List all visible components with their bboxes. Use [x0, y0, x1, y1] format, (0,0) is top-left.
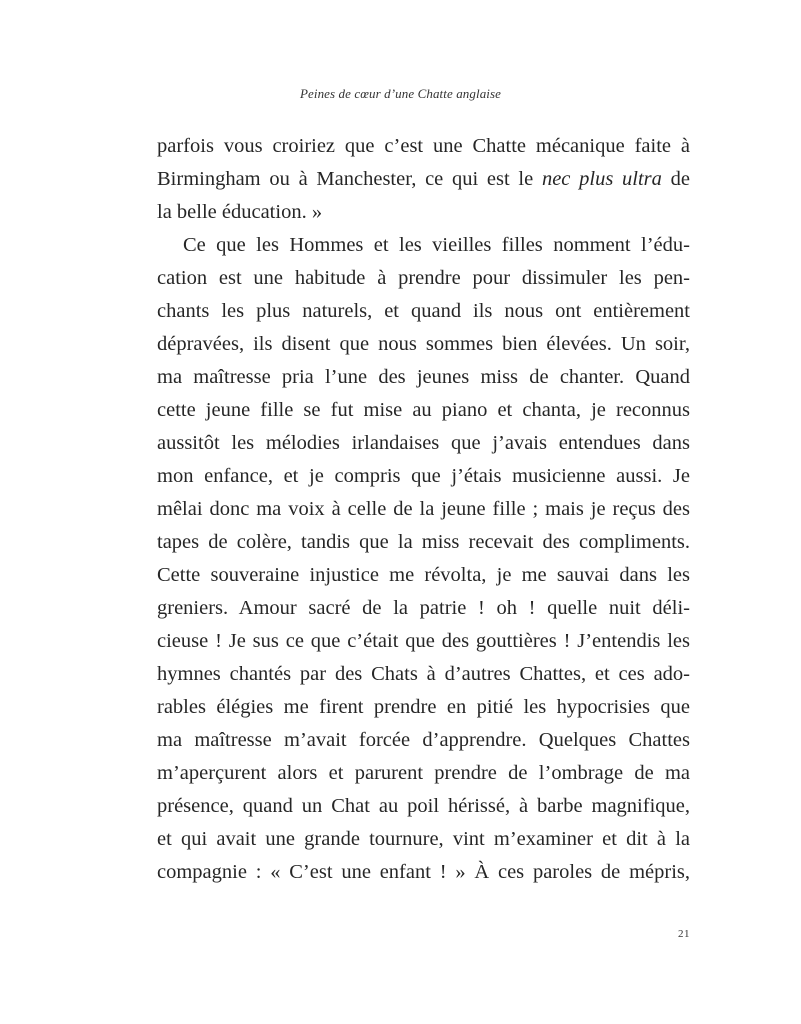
body-text [157, 130, 690, 889]
text-line: greniers. Amour sacré de la patrie ! oh ! quelle nuit déli- [157, 597, 690, 619]
text-line: hymnes chantés par des Chats à d’autres Chattes, et ces ado- [157, 663, 690, 685]
text-line: mon enfance, et je compris que j’étais musicienne aussi. Je [157, 465, 690, 487]
text-line: et qui avait une grande tournure, vint m’examiner et dit à la [157, 828, 690, 850]
text-line: parfois vous croiriez que c’est une Chatte mécanique faite à [157, 135, 690, 157]
text-line: cieuse ! Je sus ce que c’était que des gouttières ! J’entendis les [157, 630, 690, 652]
text-run: Birmingham ou à Manchester, ce qui est le [157, 168, 542, 190]
running-head: Peines de cœur d’une Chatte anglaise [299, 86, 502, 101]
text-line: ma maîtresse pria l’une des jeunes miss de chanter. Quand [157, 366, 690, 388]
text-line: mêlai donc ma voix à celle de la jeune fille ; mais je reçus des [157, 498, 690, 520]
text-line: présence, quand un Chat au poil hérissé, à barbe magnifique, [157, 795, 690, 817]
text-line: cette jeune fille se fut mise au piano et chanta, je reconnus [157, 399, 690, 421]
text-line [157, 163, 690, 196]
text-line: compagnie : « C’est une enfant ! » À ces paroles de mépris, [157, 861, 690, 883]
paragraph-end-line: la belle éducation. » [157, 201, 323, 223]
text-run: de [661, 168, 690, 190]
text-line: cation est une habitude à prendre pour dissimuler les pen- [157, 267, 690, 289]
text-line: ma maîtresse m’avait forcée d’apprendre. Quelques Chattes [157, 729, 690, 751]
text-line: dépravées, ils disent que nous sommes bien élevées. Un soir, [157, 333, 690, 355]
paragraph-first-line: Ce que les Hommes et les vieilles filles nomment l’édu- [183, 234, 690, 256]
text-line: chants les plus naturels, et quand ils nous ont entièrement [157, 300, 690, 322]
page-number: 21 [678, 928, 690, 940]
text-line: aussitôt les mélodies irlandaises que j’avais entendues dans [157, 432, 690, 454]
text-line: m’aperçurent alors et parurent prendre de l’ombrage de ma [157, 762, 690, 784]
text-line: Cette souveraine injustice me révolta, je me sauvai dans les [157, 564, 690, 586]
text-line: rables élégies me firent prendre en pitié les hypocrisies que [157, 696, 690, 718]
italic-phrase: nec plus ultra [541, 168, 662, 190]
text-line: tapes de colère, tandis que la miss recevait des compliments. [157, 531, 690, 553]
